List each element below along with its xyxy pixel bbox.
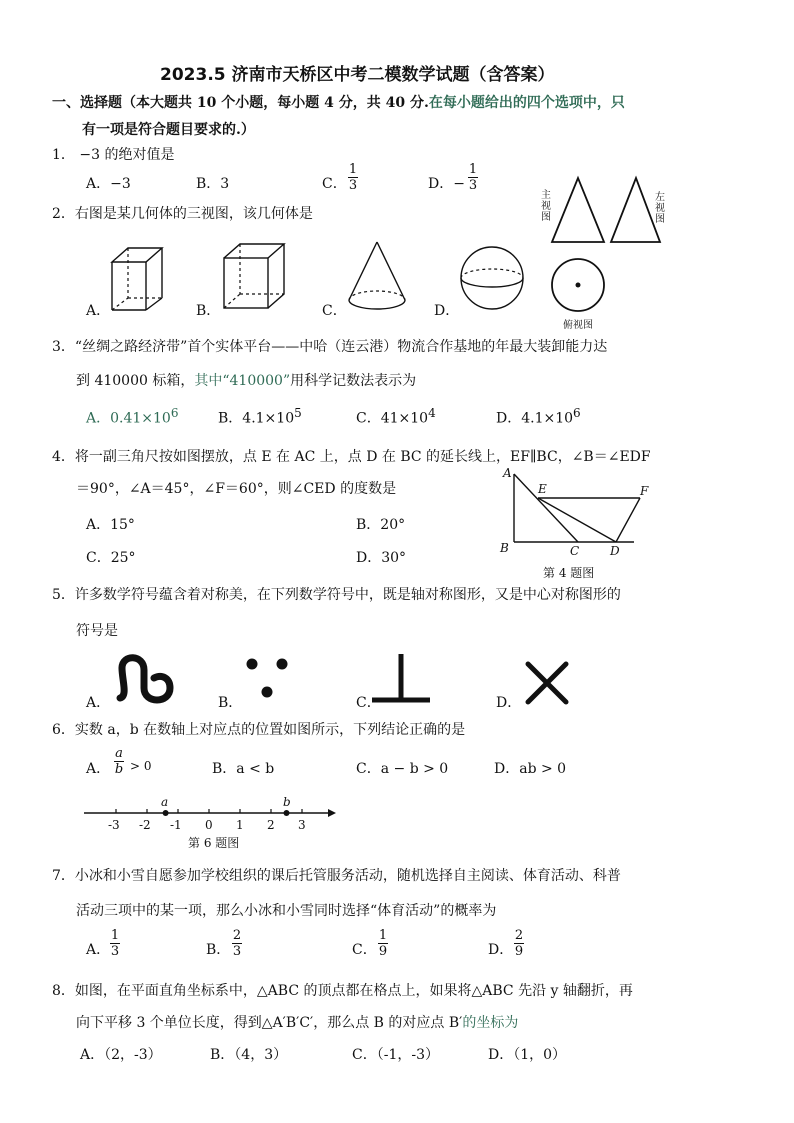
q6-tick-label: 1 bbox=[236, 818, 244, 832]
q7-option-a: A． bbox=[86, 942, 111, 958]
q5-stem-2: 符号是 bbox=[76, 623, 118, 639]
q7-fraction-d: 2 9 bbox=[514, 928, 524, 959]
q5-lazy-s-symbol bbox=[114, 656, 178, 706]
q6-tick-label: -3 bbox=[108, 818, 120, 832]
q1-fraction-d: 1 3 bbox=[468, 162, 478, 193]
q6-label-b: b bbox=[283, 795, 291, 809]
q2-option-a: A． bbox=[86, 303, 111, 319]
q6-tick-label: 0 bbox=[205, 818, 213, 832]
q2-cone-shape bbox=[345, 238, 415, 318]
q4-stem-2: ＝90°，∠A＝45°，∠F＝60°，则∠CED 的度数是 bbox=[76, 481, 397, 497]
q5-option-b: B． bbox=[218, 695, 243, 711]
q2-top-view bbox=[548, 257, 608, 317]
q3-option-d: D．$4.1\times 10^6$ bbox=[496, 406, 581, 427]
q7-option-d: D． bbox=[488, 942, 514, 958]
q3-stem-2: 到 410000 标箱，其中“410000”用科学记数法表示为 bbox=[76, 373, 417, 389]
q2-cube-shape bbox=[220, 240, 290, 315]
q2-front-view-label: 主视图 bbox=[541, 190, 551, 223]
q6-option-c: C．a − b > 0 bbox=[356, 761, 449, 777]
q4-option-c: C．25° bbox=[86, 550, 136, 566]
q4-point-b: B bbox=[500, 541, 509, 555]
q6-option-a: A． bbox=[86, 761, 111, 777]
q7-stem-1: 7．小冰和小雪自愿参加学校组织的课后托管服务活动，随机选择自主阅读、体育活动、科普 bbox=[52, 868, 621, 884]
q6-tick-label: 3 bbox=[298, 818, 306, 832]
q8-option-b: B．（4，3） bbox=[210, 1047, 288, 1063]
q2-prism-shape bbox=[108, 240, 168, 315]
q6-point-a bbox=[163, 810, 169, 816]
q8-option-a: A．（2，-3） bbox=[80, 1047, 162, 1063]
section-heading-2: 有一项是符合题目要求的.） bbox=[82, 122, 255, 138]
q2-front-view bbox=[548, 176, 608, 246]
q6-number-line bbox=[82, 796, 352, 836]
q1-option-b: B．3 bbox=[196, 176, 230, 192]
q1-option-c: C． bbox=[322, 176, 347, 192]
q6-fraction-a: a b bbox=[114, 746, 124, 777]
q5-option-c: C． bbox=[356, 695, 381, 711]
page-title: 2023.5 济南市天桥区中考二模数学试题（含答案） bbox=[160, 65, 555, 85]
q1-option-d: D．− bbox=[428, 176, 465, 192]
q6-label-a: a bbox=[161, 795, 169, 809]
q6-tick-label: -2 bbox=[139, 818, 151, 832]
q4-option-d: D．30° bbox=[356, 550, 407, 566]
q7-option-c: C． bbox=[352, 942, 377, 958]
q5-therefore-symbol bbox=[240, 654, 290, 704]
q8-stem-1: 8．如图，在平面直角坐标系中，△ABC 的顶点都在格点上，如果将△ABC 先沿 y 轴翻折，再 bbox=[52, 983, 633, 999]
q6-option-b: B．a < b bbox=[212, 761, 275, 777]
q2-top-view-label: 俯视图 bbox=[563, 320, 593, 331]
q4-option-a: A．15° bbox=[86, 517, 135, 533]
q7-stem-2: 活动三项中的某一项，那么小冰和小雪同时选择“体育活动”的概率为 bbox=[76, 903, 497, 919]
q5-perpendicular-symbol bbox=[368, 652, 438, 712]
q4-point-d: D bbox=[610, 544, 620, 558]
q4-point-f: F bbox=[640, 484, 649, 498]
q4-point-c: C bbox=[570, 544, 580, 558]
q3-option-a: A．$0.41\times 10^6$ bbox=[86, 406, 179, 427]
q8-option-d: D．（1，0） bbox=[488, 1047, 567, 1063]
q4-caption: 第 4 题图 bbox=[543, 566, 595, 580]
section-heading: 一、选择题（本大题共 10 个小题，每小题 4 分，共 40 分.在每小题给出的四个选项中，只 bbox=[52, 95, 625, 111]
q5-option-a: A． bbox=[86, 695, 111, 711]
q2-option-c: C． bbox=[322, 303, 347, 319]
q4-option-b: B．20° bbox=[356, 517, 406, 533]
q6-caption: 第 6 题图 bbox=[188, 836, 240, 850]
q6-option-a-rest: > 0 bbox=[130, 759, 152, 773]
q6-stem: 6．实数 a，b 在数轴上对应点的位置如图所示，下列结论正确的是 bbox=[52, 722, 466, 738]
q6-point-b bbox=[284, 810, 290, 816]
q5-option-d: D． bbox=[496, 695, 522, 711]
q4-stem-1: 4．将一副三角尺按如图摆放，点 E 在 AC 上，点 D 在 BC 的延长线上，EF∥BC，∠B＝∠EDF bbox=[52, 449, 651, 465]
q8-stem-2: 向下平移 3 个单位长度，得到△A′B′C′，那么点 B 的对应点 B′的坐标为 bbox=[76, 1015, 519, 1031]
q4-point-e: E bbox=[538, 482, 547, 496]
q6-tick-label: -1 bbox=[170, 818, 182, 832]
q5-cross-symbol bbox=[524, 660, 574, 710]
q1-fraction-c: 1 3 bbox=[348, 162, 358, 193]
q1-option-a: A．−3 bbox=[86, 176, 131, 192]
q3-option-c: C．$41\times 10^4$ bbox=[356, 406, 436, 427]
q8-option-c: C．（-1，-3） bbox=[352, 1047, 439, 1063]
q5-stem-1: 5．许多数学符号蕴含着对称美，在下列数学符号中，既是轴对称图形，又是中心对称图形的 bbox=[52, 587, 621, 603]
q3-stem-1: 3．“丝绸之路经济带”首个实体平台——中哈（连云港）物流合作基地的年最大装卸能力达 bbox=[52, 339, 608, 355]
q4-point-a: A bbox=[503, 466, 512, 480]
q2-option-b: B． bbox=[196, 303, 221, 319]
q7-fraction-b: 2 3 bbox=[232, 928, 242, 959]
q2-left-view-label: 左视图 bbox=[655, 192, 665, 225]
q2-stem: 2．右图是某几何体的三视图，该几何体是 bbox=[52, 206, 313, 222]
q7-fraction-c: 1 9 bbox=[378, 928, 388, 959]
q6-tick-label: 2 bbox=[267, 818, 275, 832]
q7-fraction-a: 1 3 bbox=[110, 928, 120, 959]
q2-option-d: D． bbox=[434, 303, 460, 319]
q7-option-b: B． bbox=[206, 942, 231, 958]
q2-sphere-shape bbox=[458, 244, 528, 314]
q6-option-d: D．ab > 0 bbox=[494, 761, 567, 777]
q1-stem: 1． −3 的绝对值是 bbox=[52, 147, 175, 163]
q3-option-b: B．$4.1\times 10^5$ bbox=[218, 406, 302, 427]
